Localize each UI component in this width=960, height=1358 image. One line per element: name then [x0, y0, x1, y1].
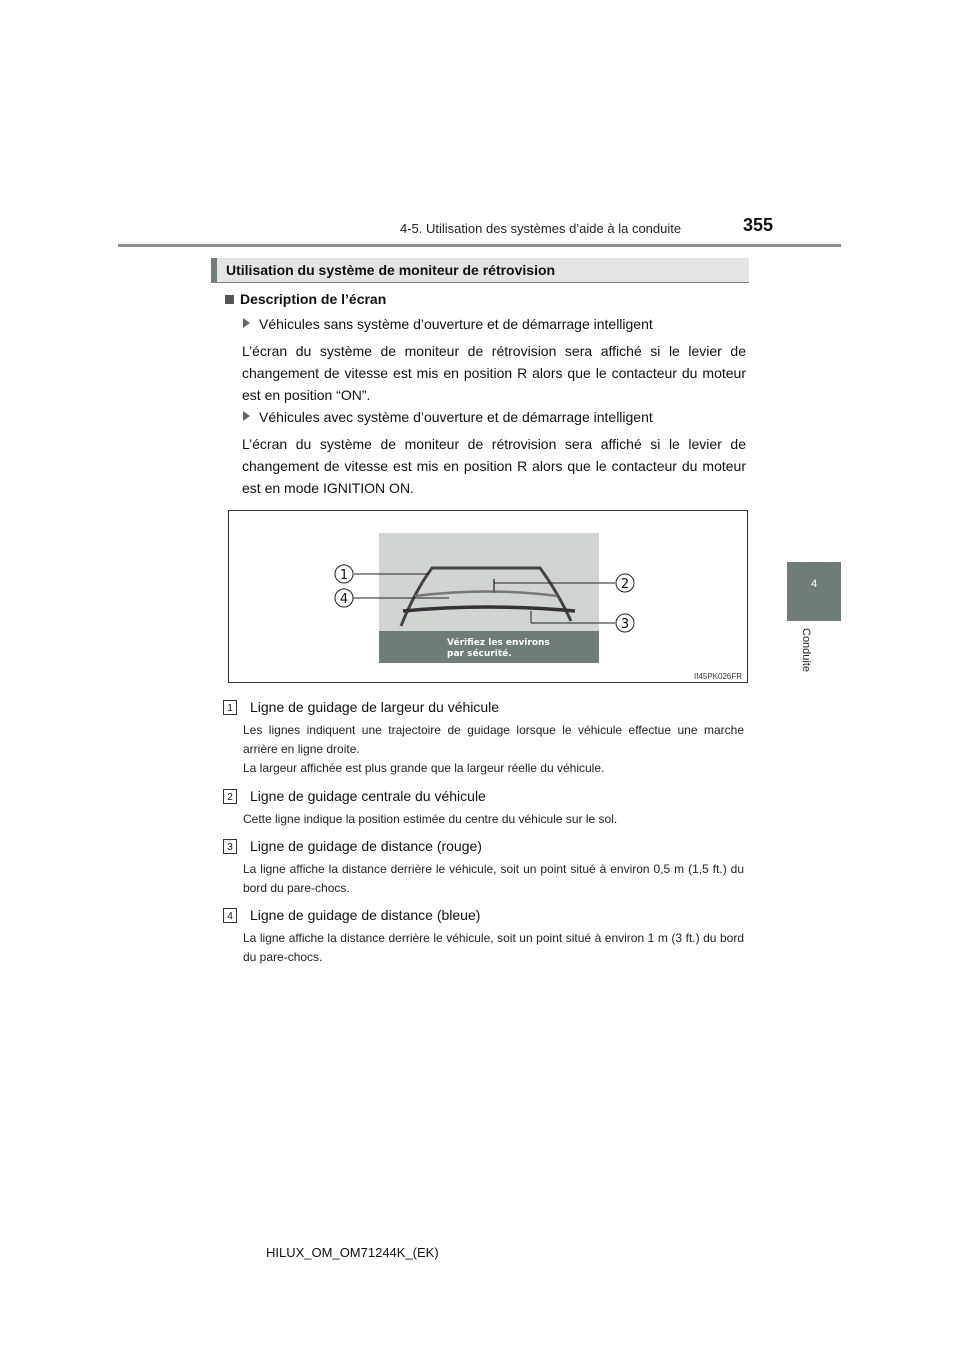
callout-3-number: 3: [620, 617, 630, 632]
triangle-bullet-icon: [243, 411, 250, 421]
chapter-number: 4: [810, 578, 818, 590]
chapter-tab: [787, 562, 841, 621]
item-3-badge: 3: [223, 839, 237, 854]
page-number: 355: [743, 215, 774, 235]
item-2-title-text: Ligne de guidage centrale du véhicule: [250, 788, 486, 804]
item-1-badge: 1: [223, 700, 237, 715]
rear-view-illustration: [229, 511, 749, 684]
item-3-title: [223, 838, 744, 854]
item-1-desc-2: La largeur affichée est plus grande que la largeur réelle du véhicule.: [243, 761, 605, 775]
subheading-with-smart-key-text: Véhicules avec système d’ouverture et de démarrage intelligent: [259, 409, 653, 425]
paragraph-with-smart-key: L’écran du système de moniteur de rétrovision sera affiché si le levier de changement de vitesse est mis en position R alors que le contacteur du moteur est en mode IGNITION ON.: [242, 436, 746, 496]
monitor-message-line-1: Vérifiez les environs: [447, 638, 550, 648]
rear-view-figure: [228, 510, 748, 683]
item-4-title: [223, 907, 744, 923]
item-4: [223, 907, 744, 967]
section-heading-bar: [211, 258, 217, 282]
paragraph-without-smart-key: L’écran du système de moniteur de rétrovision sera affiché si le levier de changement de vitesse est mis en position R alors que le contacteur du moteur est en position “ON”.: [242, 343, 746, 403]
callout-2-number: 2: [620, 577, 630, 592]
item-2-desc-1: Cette ligne indique la position estimée du centre du véhicule sur le sol.: [243, 812, 618, 826]
item-2-title: [223, 788, 744, 804]
callout-1-number: 1: [339, 568, 349, 583]
footer-manual-code: HILUX_OM_OM71244K_(EK): [266, 1245, 439, 1260]
item-4-badge: 4: [223, 908, 237, 923]
subheading-without-smart-key: [243, 316, 653, 332]
item-3-title-text: Ligne de guidage de distance (rouge): [250, 838, 482, 854]
item-1: [223, 699, 744, 778]
figure-code: II45PK026FR: [694, 672, 743, 681]
header-section-title: 4-5. Utilisation des systèmes d’aide à la conduite: [400, 221, 682, 236]
subheading-with-smart-key: [243, 409, 653, 425]
chapter-label: Conduite: [800, 628, 812, 673]
item-4-title-text: Ligne de guidage de distance (bleue): [250, 907, 481, 923]
item-2-badge: 2: [223, 789, 237, 804]
section-heading-text: Utilisation du système de moniteur de rétrovision: [226, 262, 556, 278]
triangle-bullet-icon: [243, 318, 250, 328]
section-heading: [211, 258, 749, 283]
item-2: [223, 788, 744, 829]
item-1-title: [223, 699, 744, 715]
screen-description-title: [225, 291, 386, 307]
callout-4-number: 4: [339, 592, 349, 607]
item-3: [223, 838, 744, 898]
screen-description-title-text: Description de l’écran: [240, 291, 387, 307]
monitor-message-line-2: par sécurité.: [447, 649, 512, 659]
header-rule: [118, 244, 841, 247]
subheading-without-smart-key-text: Véhicules sans système d’ouverture et de démarrage intelligent: [259, 316, 653, 332]
item-1-title-text: Ligne de guidage de largeur du véhicule: [250, 699, 500, 715]
item-1-desc-1: Les lignes indiquent une trajectoire de guidage lorsque le véhicule effectue une marche arrière en ligne droite.: [243, 723, 744, 756]
item-3-desc-1: La ligne affiche la distance derrière le véhicule, soit un point situé à environ 0,5 m (1,5 ft.) du bord du pare-chocs.: [243, 862, 744, 895]
item-4-desc-1: La ligne affiche la distance derrière le véhicule, soit un point situé à environ 1 m (3 ft.) du bord du pare-chocs.: [243, 931, 744, 964]
square-bullet-icon: [225, 295, 234, 304]
